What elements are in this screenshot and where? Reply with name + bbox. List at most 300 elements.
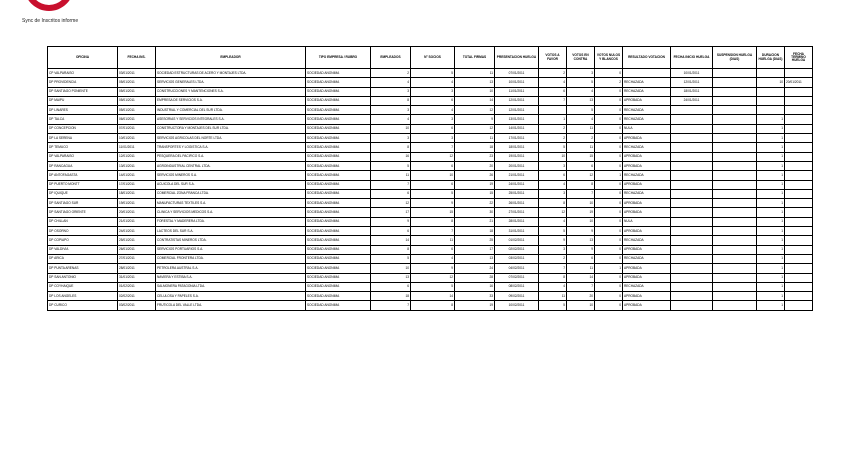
report-subtitle: Sync de Inscritos informe bbox=[22, 18, 79, 24]
table-row bbox=[48, 292, 813, 301]
table-cell: 24/01/2011 bbox=[671, 96, 713, 105]
table-cell: RECHAZADA bbox=[623, 87, 671, 96]
table-cell: DP CURICO bbox=[48, 301, 118, 310]
table-cell: SERVICIOS GENERALES LTDA. bbox=[156, 78, 306, 87]
table-cell: 1 bbox=[757, 171, 785, 180]
table-cell: COMERCIAL FRONTERA LTDA. bbox=[156, 254, 306, 263]
table-cell bbox=[671, 171, 713, 180]
table-cell: RECHAZADA bbox=[623, 236, 671, 245]
table-cell: 25/01/2011 bbox=[118, 236, 156, 245]
table-cell: SERVICIOS AGRICOLAS DEL NORTE LTDA. bbox=[156, 134, 306, 143]
table-cell: 12/01/2011 bbox=[495, 106, 539, 115]
table-cell bbox=[671, 217, 713, 226]
column-header: OFICINA bbox=[48, 47, 118, 69]
table-cell: 8 bbox=[371, 245, 411, 254]
table-cell: 0 bbox=[595, 254, 623, 263]
table-cell: SOCIEDAD ANONIMA bbox=[306, 273, 371, 282]
table-cell: 08/02/2011 bbox=[495, 282, 539, 291]
table-cell: DP PUERTO MONTT bbox=[48, 180, 118, 189]
table-cell: 0 bbox=[595, 189, 623, 198]
table-cell bbox=[785, 124, 813, 133]
table-cell: CP VALPARAISO bbox=[48, 69, 118, 78]
table-cell: 9 bbox=[411, 264, 455, 273]
table-cell: 07/01/2011 bbox=[495, 69, 539, 78]
table-cell: SOCIEDAD ANONIMA bbox=[306, 78, 371, 87]
strike-registry-table bbox=[47, 46, 813, 311]
table-cell: DP SAN ANTONIO bbox=[48, 273, 118, 282]
table-cell: PETROLERA AUSTRAL S.A. bbox=[156, 264, 306, 273]
table-cell: 13 bbox=[455, 254, 495, 263]
table-cell: 1 bbox=[757, 273, 785, 282]
table-cell: 6 bbox=[539, 87, 567, 96]
table-cell: 4 bbox=[539, 217, 567, 226]
table-cell: 10 bbox=[567, 199, 595, 208]
column-header: VOTOS A FAVOR bbox=[539, 47, 567, 69]
table-cell: 1 bbox=[757, 161, 785, 170]
table-cell: SOCIEDAD ANONIMA bbox=[306, 96, 371, 105]
table-cell: AGROINDUSTRIAL CENTRAL LTDA. bbox=[156, 161, 306, 170]
table-cell: FRUTICOLA DEL VALLE LTDA. bbox=[156, 301, 306, 310]
table-cell: 5 bbox=[371, 161, 411, 170]
table-cell: 8 bbox=[567, 180, 595, 189]
table-cell: SOCIEDAD ANONIMA bbox=[306, 152, 371, 161]
table-cell bbox=[785, 189, 813, 198]
table-cell: 10 bbox=[371, 264, 411, 273]
table-cell: 1 bbox=[595, 171, 623, 180]
table-cell bbox=[713, 189, 757, 198]
table-cell: FORESTAL Y MADERERA LTDA. bbox=[156, 217, 306, 226]
table-cell: 12 bbox=[411, 273, 455, 282]
table-row bbox=[48, 301, 813, 310]
table-cell: SOCIEDAD ANONIMA bbox=[306, 69, 371, 78]
table-cell: 1 bbox=[757, 217, 785, 226]
table-cell: APROBADA bbox=[623, 180, 671, 189]
table-cell: 21/01/2011 bbox=[118, 217, 156, 226]
table-row bbox=[48, 115, 813, 124]
table-cell: DP IQUIQUE bbox=[48, 189, 118, 198]
column-header: EMPLEADOR bbox=[156, 47, 306, 69]
table-cell: 1 bbox=[757, 254, 785, 263]
table-cell: 0 bbox=[595, 301, 623, 310]
table-row bbox=[48, 124, 813, 133]
table-cell bbox=[713, 152, 757, 161]
table-cell: 9 bbox=[567, 245, 595, 254]
table-cell: 3 bbox=[371, 134, 411, 143]
table-cell: APROBADA bbox=[623, 199, 671, 208]
table-cell bbox=[785, 208, 813, 217]
table-cell bbox=[671, 245, 713, 254]
table-cell bbox=[785, 96, 813, 105]
table-cell: 0 bbox=[595, 282, 623, 291]
table-cell: 28 bbox=[455, 273, 495, 282]
table-cell: ASESORIAS Y SERVICIOS INTEGRALES S.A. bbox=[156, 115, 306, 124]
table-cell: 21/01/2011 bbox=[495, 171, 539, 180]
table-cell bbox=[671, 292, 713, 301]
table-cell bbox=[671, 254, 713, 263]
table-cell: 0 bbox=[595, 143, 623, 152]
table-cell: 3 bbox=[371, 106, 411, 115]
table-cell: EMPRESA DE SERVICIOS S.A. bbox=[156, 96, 306, 105]
table-cell: APROBADA bbox=[623, 273, 671, 282]
column-header: TIPO EMPRESA / RUBRO bbox=[306, 47, 371, 69]
table-cell: DP LINARES bbox=[48, 106, 118, 115]
table-cell: 2 bbox=[539, 254, 567, 263]
table-cell: RECHAZADA bbox=[623, 189, 671, 198]
table-cell: APROBADA bbox=[623, 96, 671, 105]
table-cell: 16 bbox=[371, 152, 411, 161]
table-cell bbox=[713, 227, 757, 236]
table-cell: 14 bbox=[411, 292, 455, 301]
table-cell: 07/02/2011 bbox=[495, 273, 539, 282]
table-cell: DP CONCEPCION bbox=[48, 124, 118, 133]
table-cell: 1 bbox=[757, 199, 785, 208]
table-cell: 05/01/2011 bbox=[118, 78, 156, 87]
table-cell: 12 bbox=[371, 199, 411, 208]
table-cell: LACTEOS DEL SUR S.A. bbox=[156, 227, 306, 236]
table-cell bbox=[671, 282, 713, 291]
table-row bbox=[48, 208, 813, 217]
table-row bbox=[48, 189, 813, 198]
table-cell: 0 bbox=[595, 273, 623, 282]
table-cell: 7 bbox=[371, 180, 411, 189]
table-cell: 12 bbox=[539, 208, 567, 217]
table-cell bbox=[671, 189, 713, 198]
table-cell bbox=[713, 115, 757, 124]
table-cell: DP COPIAPO bbox=[48, 236, 118, 245]
table-cell: 7 bbox=[567, 189, 595, 198]
table-cell: 26 bbox=[455, 171, 495, 180]
table-cell: 13/01/2011 bbox=[495, 115, 539, 124]
table-cell: SOCIEDAD ANONIMA bbox=[306, 292, 371, 301]
table-cell bbox=[713, 134, 757, 143]
table-cell: 17/01/2011 bbox=[495, 134, 539, 143]
table-row bbox=[48, 254, 813, 263]
table-cell: 11 bbox=[567, 143, 595, 152]
table-cell bbox=[785, 152, 813, 161]
table-cell: 12 bbox=[567, 171, 595, 180]
table-cell bbox=[785, 227, 813, 236]
table-cell: 5 bbox=[539, 143, 567, 152]
table-cell: 18/01/2011 bbox=[118, 189, 156, 198]
table-cell: 11 bbox=[567, 124, 595, 133]
table-cell bbox=[713, 199, 757, 208]
table-cell bbox=[671, 106, 713, 115]
table-cell: 12/01/2011 bbox=[118, 152, 156, 161]
table-cell: 3 bbox=[371, 87, 411, 96]
table-cell: 0 bbox=[595, 217, 623, 226]
table-cell: NULA bbox=[623, 217, 671, 226]
table-cell: SOCIEDAD ANONIMA bbox=[306, 189, 371, 198]
table-cell: 20/01/2011 bbox=[118, 208, 156, 217]
table-cell: 13 bbox=[455, 78, 495, 87]
table-cell: 11 bbox=[567, 264, 595, 273]
table-cell: TRANSPORTES Y LOGISTICA S.A. bbox=[156, 143, 306, 152]
table-cell: SOCIEDAD ANONIMA bbox=[306, 301, 371, 310]
table-cell: 13/01/2011 bbox=[118, 161, 156, 170]
table-cell: INDUSTRIAL Y COMERCIAL DEL SUR LTDA. bbox=[156, 106, 306, 115]
table-cell: 13 bbox=[567, 236, 595, 245]
table-row bbox=[48, 134, 813, 143]
table-row bbox=[48, 217, 813, 226]
table-cell: 1 bbox=[757, 245, 785, 254]
table-cell: 10/01/2011 bbox=[671, 69, 713, 78]
table-cell: RECHAZADA bbox=[623, 254, 671, 263]
table-cell: SOCIEDAD ANONIMA bbox=[306, 106, 371, 115]
table-cell: 9 bbox=[567, 227, 595, 236]
table-cell: 5 bbox=[567, 106, 595, 115]
table-cell: 8 bbox=[411, 301, 455, 310]
table-cell: 6 bbox=[411, 180, 455, 189]
table-cell: 4 bbox=[411, 78, 455, 87]
table-cell: DP PUNTA ARENAS bbox=[48, 264, 118, 273]
table-cell bbox=[713, 143, 757, 152]
table-cell bbox=[785, 180, 813, 189]
table-cell: 6 bbox=[371, 227, 411, 236]
table-cell: 30 bbox=[455, 208, 495, 217]
table-cell bbox=[671, 208, 713, 217]
table-cell: 23 bbox=[455, 152, 495, 161]
table-cell: DP RANCAGUA bbox=[48, 161, 118, 170]
table-cell: 5 bbox=[411, 189, 455, 198]
table-row bbox=[48, 236, 813, 245]
table-cell: DP VALDIVIA bbox=[48, 245, 118, 254]
table-cell: 11/01/2011 bbox=[495, 87, 539, 96]
table-cell: 1 bbox=[757, 115, 785, 124]
table-cell: 10 bbox=[455, 87, 495, 96]
table-cell: 20/01/2011 bbox=[785, 78, 813, 87]
table-cell: 0 bbox=[595, 208, 623, 217]
table-cell: CONSTRUCCIONES Y MANTENCIONES S.A. bbox=[156, 87, 306, 96]
table-cell: 1 bbox=[757, 180, 785, 189]
table-cell: 10 bbox=[371, 124, 411, 133]
table-cell bbox=[785, 264, 813, 273]
table-cell: 0 bbox=[595, 106, 623, 115]
column-header: VOTOS EN CONTRA bbox=[567, 47, 595, 69]
table-cell bbox=[713, 106, 757, 115]
table-cell: 7 bbox=[371, 301, 411, 310]
table-cell: 8 bbox=[539, 199, 567, 208]
table-row bbox=[48, 264, 813, 273]
table-cell: 01/02/2011 bbox=[118, 282, 156, 291]
table-cell: 13 bbox=[371, 273, 411, 282]
table-cell: 27/01/2011 bbox=[118, 254, 156, 263]
table-cell bbox=[757, 106, 785, 115]
table-cell bbox=[671, 124, 713, 133]
table-cell: 12/01/2011 bbox=[671, 78, 713, 87]
table-cell: 04/02/2011 bbox=[495, 264, 539, 273]
table-cell bbox=[713, 236, 757, 245]
table-cell: 10 bbox=[539, 152, 567, 161]
table-cell: 1 bbox=[757, 236, 785, 245]
table-cell: 9 bbox=[455, 115, 495, 124]
column-header: PRESENTACION HUELGA bbox=[495, 47, 539, 69]
table-cell: 2 bbox=[539, 69, 567, 78]
table-cell: 10/02/2011 bbox=[495, 301, 539, 310]
table-cell bbox=[713, 301, 757, 310]
table-cell: 03/02/2011 bbox=[118, 301, 156, 310]
table-cell: DP TALCA bbox=[48, 115, 118, 124]
table-cell: 19/01/2011 bbox=[118, 199, 156, 208]
column-header: DURACION HUELGA (DIAS) bbox=[757, 47, 785, 69]
table-cell: SOCIEDAD ANONIMA bbox=[306, 171, 371, 180]
table-cell: APROBADA bbox=[623, 227, 671, 236]
column-header: N° SOCIOS bbox=[411, 47, 455, 69]
table-cell: 2 bbox=[371, 69, 411, 78]
table-cell: 19 bbox=[567, 208, 595, 217]
table-cell bbox=[713, 69, 757, 78]
table-cell: 01/02/2011 bbox=[495, 236, 539, 245]
table-cell: 4 bbox=[411, 254, 455, 263]
table-cell: 1 bbox=[757, 134, 785, 143]
table-cell: 25 bbox=[455, 236, 495, 245]
table-cell: 10 bbox=[567, 301, 595, 310]
table-cell: 0 bbox=[595, 152, 623, 161]
table-cell bbox=[785, 143, 813, 152]
table-cell: 6 bbox=[411, 161, 455, 170]
table-cell: DP SANTIAGO SUR bbox=[48, 199, 118, 208]
table-cell: RECHAZADA bbox=[623, 115, 671, 124]
table-row bbox=[48, 171, 813, 180]
table-cell: 18 bbox=[455, 227, 495, 236]
table-cell: 4 bbox=[371, 115, 411, 124]
table-row bbox=[48, 245, 813, 254]
table-cell: APROBADA bbox=[623, 301, 671, 310]
table-cell: 0 bbox=[595, 292, 623, 301]
table-cell bbox=[713, 87, 757, 96]
table-cell: 7 bbox=[539, 96, 567, 105]
table-cell: 0 bbox=[595, 245, 623, 254]
table-cell: 6 bbox=[567, 254, 595, 263]
column-header: TOTAL FIRMAS bbox=[455, 47, 495, 69]
table-cell: SOCIEDAD ANONIMA bbox=[306, 236, 371, 245]
table-cell: 15 bbox=[567, 152, 595, 161]
table-cell: 5 bbox=[539, 301, 567, 310]
table-cell: 6 bbox=[411, 124, 455, 133]
table-cell: 17/01/2011 bbox=[118, 180, 156, 189]
table-cell: 3 bbox=[539, 189, 567, 198]
table-cell: 1 bbox=[595, 264, 623, 273]
column-header: VOTOS NULOS Y BLANCOS bbox=[595, 47, 623, 69]
table-cell bbox=[671, 264, 713, 273]
table-cell: SOCIEDAD ANONIMA bbox=[306, 143, 371, 152]
table-cell bbox=[713, 96, 757, 105]
table-cell bbox=[671, 236, 713, 245]
table-cell: 8 bbox=[411, 217, 455, 226]
table-cell bbox=[671, 301, 713, 310]
table-cell bbox=[713, 180, 757, 189]
table-row bbox=[48, 152, 813, 161]
table-cell bbox=[785, 87, 813, 96]
table-row bbox=[48, 180, 813, 189]
table-row bbox=[48, 78, 813, 87]
table-row bbox=[48, 106, 813, 115]
table-cell: 18 bbox=[371, 292, 411, 301]
table-cell: APROBADA bbox=[623, 208, 671, 217]
table-cell: CELULOSA Y PAPELES S.A. bbox=[156, 292, 306, 301]
table-cell: DP COYHAIQUE bbox=[48, 282, 118, 291]
table-cell: 4 bbox=[567, 87, 595, 96]
table-cell bbox=[713, 245, 757, 254]
table-cell: SOCIEDAD ANONIMA bbox=[306, 115, 371, 124]
table-cell: SERVICIOS MINEROS S.A. bbox=[156, 171, 306, 180]
table-cell bbox=[785, 245, 813, 254]
table-cell: 25/01/2011 bbox=[495, 189, 539, 198]
table-cell bbox=[713, 124, 757, 133]
table-cell: RECHAZADA bbox=[623, 143, 671, 152]
table-cell: 27/01/2011 bbox=[495, 208, 539, 217]
table-cell bbox=[671, 115, 713, 124]
table-cell: 4 bbox=[539, 180, 567, 189]
table-cell: DP OSORNO bbox=[48, 227, 118, 236]
table-cell: 3 bbox=[539, 245, 567, 254]
table-cell: 0 bbox=[595, 236, 623, 245]
table-cell: 31/01/2011 bbox=[495, 227, 539, 236]
table-cell: 26/01/2011 bbox=[495, 199, 539, 208]
table-cell: 4 bbox=[567, 115, 595, 124]
table-cell: 7 bbox=[411, 227, 455, 236]
table-cell: 1 bbox=[757, 227, 785, 236]
table-cell bbox=[785, 273, 813, 282]
table-cell: SERVICIOS PORTUARIOS S.A. bbox=[156, 245, 306, 254]
table-cell bbox=[713, 217, 757, 226]
table-cell: 14/01/2011 bbox=[118, 171, 156, 180]
table-cell: 6 bbox=[539, 171, 567, 180]
table-cell: 18/01/2011 bbox=[495, 143, 539, 152]
table-cell: 9 bbox=[539, 236, 567, 245]
table-cell: 18 bbox=[455, 143, 495, 152]
table-cell: DP VALPARAISO bbox=[48, 152, 118, 161]
table-cell: 1 bbox=[757, 208, 785, 217]
table-cell: CONSTRUCTORA Y MONTAJES DEL SUR LTDA. bbox=[156, 124, 306, 133]
table-cell: 15 bbox=[455, 189, 495, 198]
table-cell: 11 bbox=[455, 69, 495, 78]
table-cell: 8 bbox=[371, 143, 411, 152]
table-cell bbox=[785, 199, 813, 208]
table-cell bbox=[713, 161, 757, 170]
table-cell: 2 bbox=[567, 134, 595, 143]
table-cell: 9 bbox=[371, 217, 411, 226]
table-cell: DP ANTOFAGASTA bbox=[48, 171, 118, 180]
table-cell: 17 bbox=[371, 208, 411, 217]
table-cell: SOCIEDAD ANONIMA bbox=[306, 208, 371, 217]
table-cell: 10/01/2011 bbox=[495, 78, 539, 87]
table-cell: DP SANTIAGO ORIENTE bbox=[48, 208, 118, 217]
table-cell: 1 bbox=[757, 189, 785, 198]
table-cell bbox=[785, 236, 813, 245]
table-cell bbox=[671, 273, 713, 282]
table-cell: 0 bbox=[595, 180, 623, 189]
table-row bbox=[48, 143, 813, 152]
table-cell: 4 bbox=[371, 78, 411, 87]
table-cell: NULA bbox=[623, 124, 671, 133]
table-cell: SOCIEDAD ANONIMA bbox=[306, 134, 371, 143]
table-cell: 10 bbox=[757, 78, 785, 87]
table-cell bbox=[785, 292, 813, 301]
table-cell: 20 bbox=[567, 292, 595, 301]
table-cell: SOCIEDAD ANONIMA bbox=[306, 180, 371, 189]
table-cell bbox=[671, 143, 713, 152]
table-cell: DP SANTIAGO PONIENTE bbox=[48, 87, 118, 96]
table-cell: 1 bbox=[757, 124, 785, 133]
table-cell bbox=[671, 199, 713, 208]
table-cell: DP TEMUCO bbox=[48, 143, 118, 152]
table-cell: 26/01/2011 bbox=[118, 245, 156, 254]
table-cell: SOCIEDAD ESTRUCTURAS DE ACERO Y MONTAJES LTDA. bbox=[156, 69, 306, 78]
table-cell: 03/01/2011 bbox=[118, 69, 156, 78]
table-row bbox=[48, 96, 813, 105]
table-cell: 33 bbox=[455, 292, 495, 301]
table-cell: 06/01/2011 bbox=[118, 115, 156, 124]
